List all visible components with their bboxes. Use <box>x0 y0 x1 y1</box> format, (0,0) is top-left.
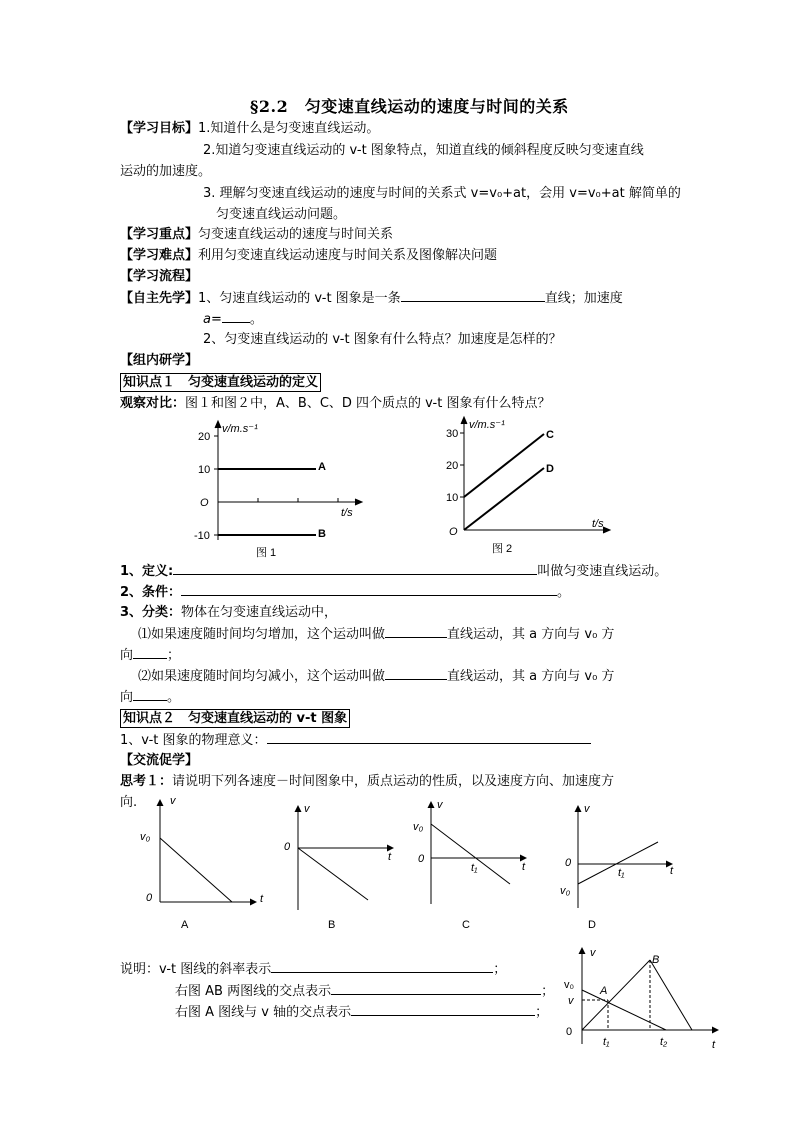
fig1-label-b: B <box>318 528 326 540</box>
gc-v: v <box>437 799 443 811</box>
explain-row-2 <box>175 982 554 1001</box>
fig2-label-d: D <box>546 463 554 475</box>
observe-text: 图１和图２中，A、B、C、D 四个质点的 v-t 图象有什么特点？ <box>185 396 551 411</box>
condition-tail: 。 <box>557 585 571 600</box>
fig2-tick-20: 20 <box>446 460 459 472</box>
rg-v: v <box>590 947 596 959</box>
gc-label: C <box>462 919 470 931</box>
rg-t: t <box>712 1039 716 1051</box>
self-study-q2: 2、匀变速直线运动的 v-t 图象有什么特点？加速度是怎样的？ <box>203 332 562 347</box>
explain-label: 说明： <box>120 962 160 977</box>
ga-v0: v₀ <box>140 831 151 843</box>
fig2-tick-10: 10 <box>446 492 459 504</box>
blank-v-intercept[interactable] <box>351 1003 535 1016</box>
fig1-tick-10: 10 <box>198 464 211 476</box>
fig2-xlabel: t/s <box>592 518 604 530</box>
gb-o: 0 <box>284 841 291 853</box>
rg-t1: t₁ <box>603 1036 610 1048</box>
gd-v: v <box>584 803 590 815</box>
class2-d: 。 <box>167 690 181 705</box>
process-label: 【学习流程】 <box>120 269 199 284</box>
objective-3a: 3. 理解匀变速直线运动的速度与时间的关系式 v=v₀+at，会用 v=v₀+at 解简单的 <box>203 186 681 201</box>
objective-3b: 匀变速直线运动问题。 <box>216 207 347 222</box>
gb-t: t <box>388 851 392 863</box>
objectives-label: 【学习目标】 <box>120 121 199 136</box>
observe-label: 观察对比： <box>120 396 186 411</box>
gd-o: 0 <box>565 857 572 869</box>
objective-2b: 运动的加速度。 <box>120 164 212 179</box>
objective-2a: 2.知道匀变速直线运动的 v-t 图象特点，知道直线的倾斜程度反映匀变速直线 <box>203 143 644 158</box>
key-points-text: 匀变速直线运动的速度与时间关系 <box>198 227 394 242</box>
gc-t: t <box>522 861 526 873</box>
kp2-heading: 知识点２ 匀变速直线运动的 v-t 图象 <box>120 709 350 728</box>
self-study-q1a: 1、匀速直线运动的 v-t 图象是一条 <box>198 291 401 306</box>
ga-o: 0 <box>146 892 153 904</box>
think1-text-a: 请说明下列各速度－时间图象中，质点运动的性质，以及速度方向、加速度方 <box>172 774 615 789</box>
gc-o: 0 <box>418 853 425 865</box>
self-study-q1c: a= <box>203 312 222 327</box>
rg-o: 0 <box>566 1026 573 1038</box>
class1-b: 直线运动，其 a 方向与 v₀ 方 <box>447 627 615 642</box>
objective-1: 1.知道什么是匀变速直线运动。 <box>198 121 380 136</box>
gc-t1: t₁ <box>471 862 478 874</box>
class2-a: ⑵如果速度随时间均匀减小，这个运动叫做 <box>138 669 386 684</box>
rg-t2: t₂ <box>660 1036 668 1048</box>
classification-label: 3、分类： <box>120 605 182 620</box>
explain-l3: 右图 A 图线与 v 轴的交点表示 <box>175 1005 352 1020</box>
rg-b: B <box>652 954 660 966</box>
explain-l2-end: ； <box>541 984 555 999</box>
gd-t: t <box>670 865 674 877</box>
think1-label: 思考１： <box>120 774 173 789</box>
fig2-ylabel: v/m.s⁻¹ <box>469 419 505 431</box>
kp1-heading: 知识点１ 匀变速直线运动的定义 <box>120 373 321 392</box>
class1-a: ⑴如果速度随时间均匀增加，这个运动叫做 <box>138 627 386 642</box>
explain-l3-end: ； <box>535 1005 549 1020</box>
difficulties-text: 利用匀变速直线运动速度与时间关系及图像解决问题 <box>198 248 498 263</box>
explain-row-3 <box>175 1003 548 1022</box>
classification-text: 物体在匀变速直线运动中， <box>181 605 338 620</box>
definition-tail: 叫做匀变速直线运动。 <box>537 564 668 579</box>
self-study-q1b: 直线；加速度 <box>544 291 623 306</box>
fig1-xlabel: t/s <box>341 507 353 519</box>
class2-b: 直线运动，其 a 方向与 v₀ 方 <box>447 669 615 684</box>
fig1-origin: O <box>200 497 209 509</box>
exchange-label: 【交流促学】 <box>120 753 199 768</box>
fig1-tick-20: 20 <box>198 431 211 443</box>
fig1-label-a: A <box>318 461 326 473</box>
ga-t: t <box>260 893 264 905</box>
blank-slope[interactable] <box>271 960 493 973</box>
gd-v0: v₀ <box>560 885 571 897</box>
ga-v: v <box>170 795 176 807</box>
class2-c: 向 <box>120 690 134 705</box>
gb-label: B <box>328 919 336 931</box>
rg-a: A <box>600 985 608 997</box>
gd-label: D <box>588 919 596 931</box>
ga-label: A <box>181 919 189 931</box>
condition-label: 2、条件： <box>120 585 182 600</box>
fig2-tick-30: 30 <box>446 428 459 440</box>
fig2-origin: O <box>449 526 458 538</box>
self-study-label: 【自主先学】 <box>120 291 199 306</box>
difficulties-label: 【学习难点】 <box>120 248 199 263</box>
class1-d: ； <box>167 648 181 663</box>
page-title: §2.2 匀变速直线运动的速度与时间的关系 <box>250 97 569 116</box>
gb-v: v <box>304 803 310 815</box>
self-study-q1d: 。 <box>249 312 263 327</box>
fig1-tick-neg10: -10 <box>194 530 210 542</box>
blank-intersection[interactable] <box>331 982 541 995</box>
rg-v0: v₀ <box>564 979 575 991</box>
kp2-item1: 1、v-t 图象的物理意义： <box>120 733 267 748</box>
group-study-label: 【组内研学】 <box>120 353 199 368</box>
explain-l1: v-t 图线的斜率表示 <box>159 962 272 977</box>
key-points-label: 【学习重点】 <box>120 227 199 242</box>
fig1-ylabel: v/m.s⁻¹ <box>222 423 258 435</box>
explain-l2: 右图 AB 两图线的交点表示 <box>175 984 332 999</box>
explain-l1-end: ； <box>493 962 507 977</box>
fig2-label-c: C <box>546 429 554 441</box>
think1-text-b: 向. <box>120 795 138 810</box>
fig2-caption: 图 2 <box>492 543 513 555</box>
class1-c: 向 <box>120 648 134 663</box>
definition-label: 1、定义: <box>120 564 174 579</box>
gd-t1: t₁ <box>618 867 625 879</box>
explain-row-1 <box>120 960 506 979</box>
rg-vv: v <box>568 995 574 1007</box>
fig1-caption: 图 1 <box>256 547 277 559</box>
gc-v0: v₀ <box>413 821 424 833</box>
